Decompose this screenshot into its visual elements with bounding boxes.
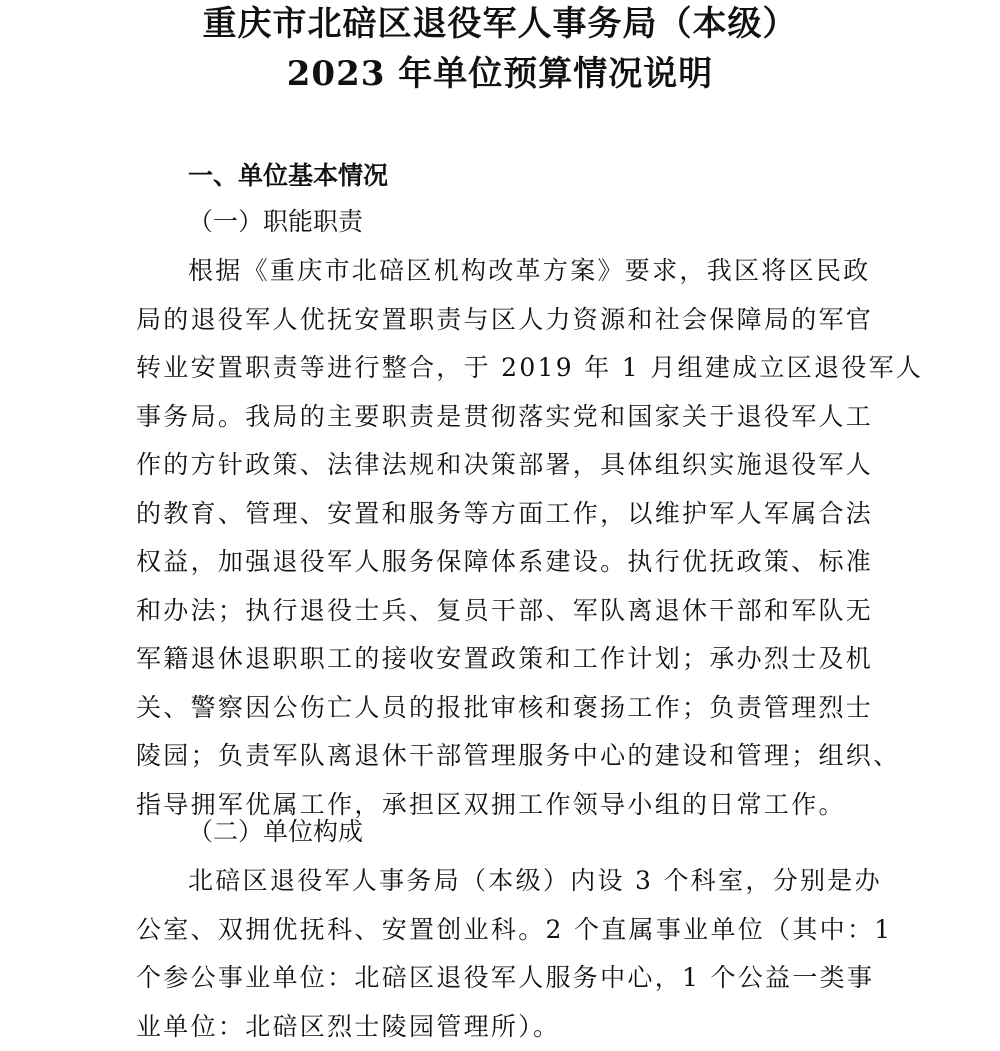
paragraph-composition [136,857,896,1051]
paragraph-line: 局的退役军人优抚安置职责与区人力资源和社会保障局的军官 [136,296,896,345]
document-title-line-2: 2023 年单位预算情况说明 [0,52,1000,96]
paragraph-line: 权益，加强退役军人服务保障体系建设。执行优抚政策、标准 [136,538,896,587]
paragraph-line: 事务局。我局的主要职责是贯彻落实党和国家关于退役军人工 [136,393,896,442]
paragraph-line: 根据《重庆市北碚区机构改革方案》要求，我区将区民政 [136,247,896,296]
paragraph-functions [136,247,896,829]
paragraph-line: 业单位：北碚区烈士陵园管理所）。 [136,1003,896,1051]
paragraph-line: 作的方针政策、法律法规和决策部署，具体组织实施退役军人 [136,441,896,490]
section-heading-basic-info: 一、单位基本情况 [188,156,388,196]
paragraph-line: 个参公事业单位：北碚区退役军人服务中心，1 个公益一类事 [136,954,896,1003]
paragraph-line: 陵园；负责军队离退休干部管理服务中心的建设和管理；组织、 [136,732,896,781]
paragraph-line: 军籍退休退职职工的接收安置政策和工作计划；承办烈士及机 [136,635,896,684]
document-title-line-1: 重庆市北碚区退役军人事务局（本级） [0,2,1000,46]
paragraph-line: 和办法；执行退役士兵、复员干部、军队离退休干部和军队无 [136,587,896,636]
subsection-heading-functions: （一）职能职责 [188,202,363,242]
paragraph-line: 北碚区退役军人事务局（本级）内设 3 个科室，分别是办 [136,857,896,906]
paragraph-line: 公室、双拥优抚科、安置创业科。2 个直属事业单位（其中：1 [136,906,896,955]
paragraph-line: 的教育、管理、安置和服务等方面工作，以维护军人军属合法 [136,490,896,539]
paragraph-line: 关、警察因公伤亡人员的报批审核和褒扬工作；负责管理烈士 [136,684,896,733]
paragraph-line: 指导拥军优属工作，承担区双拥工作领导小组的日常工作。 [136,781,896,830]
paragraph-line: 转业安置职责等进行整合，于 2019 年 1 月组建成立区退役军人 [136,344,896,393]
subsection-heading-composition: （二）单位构成 [188,812,363,852]
